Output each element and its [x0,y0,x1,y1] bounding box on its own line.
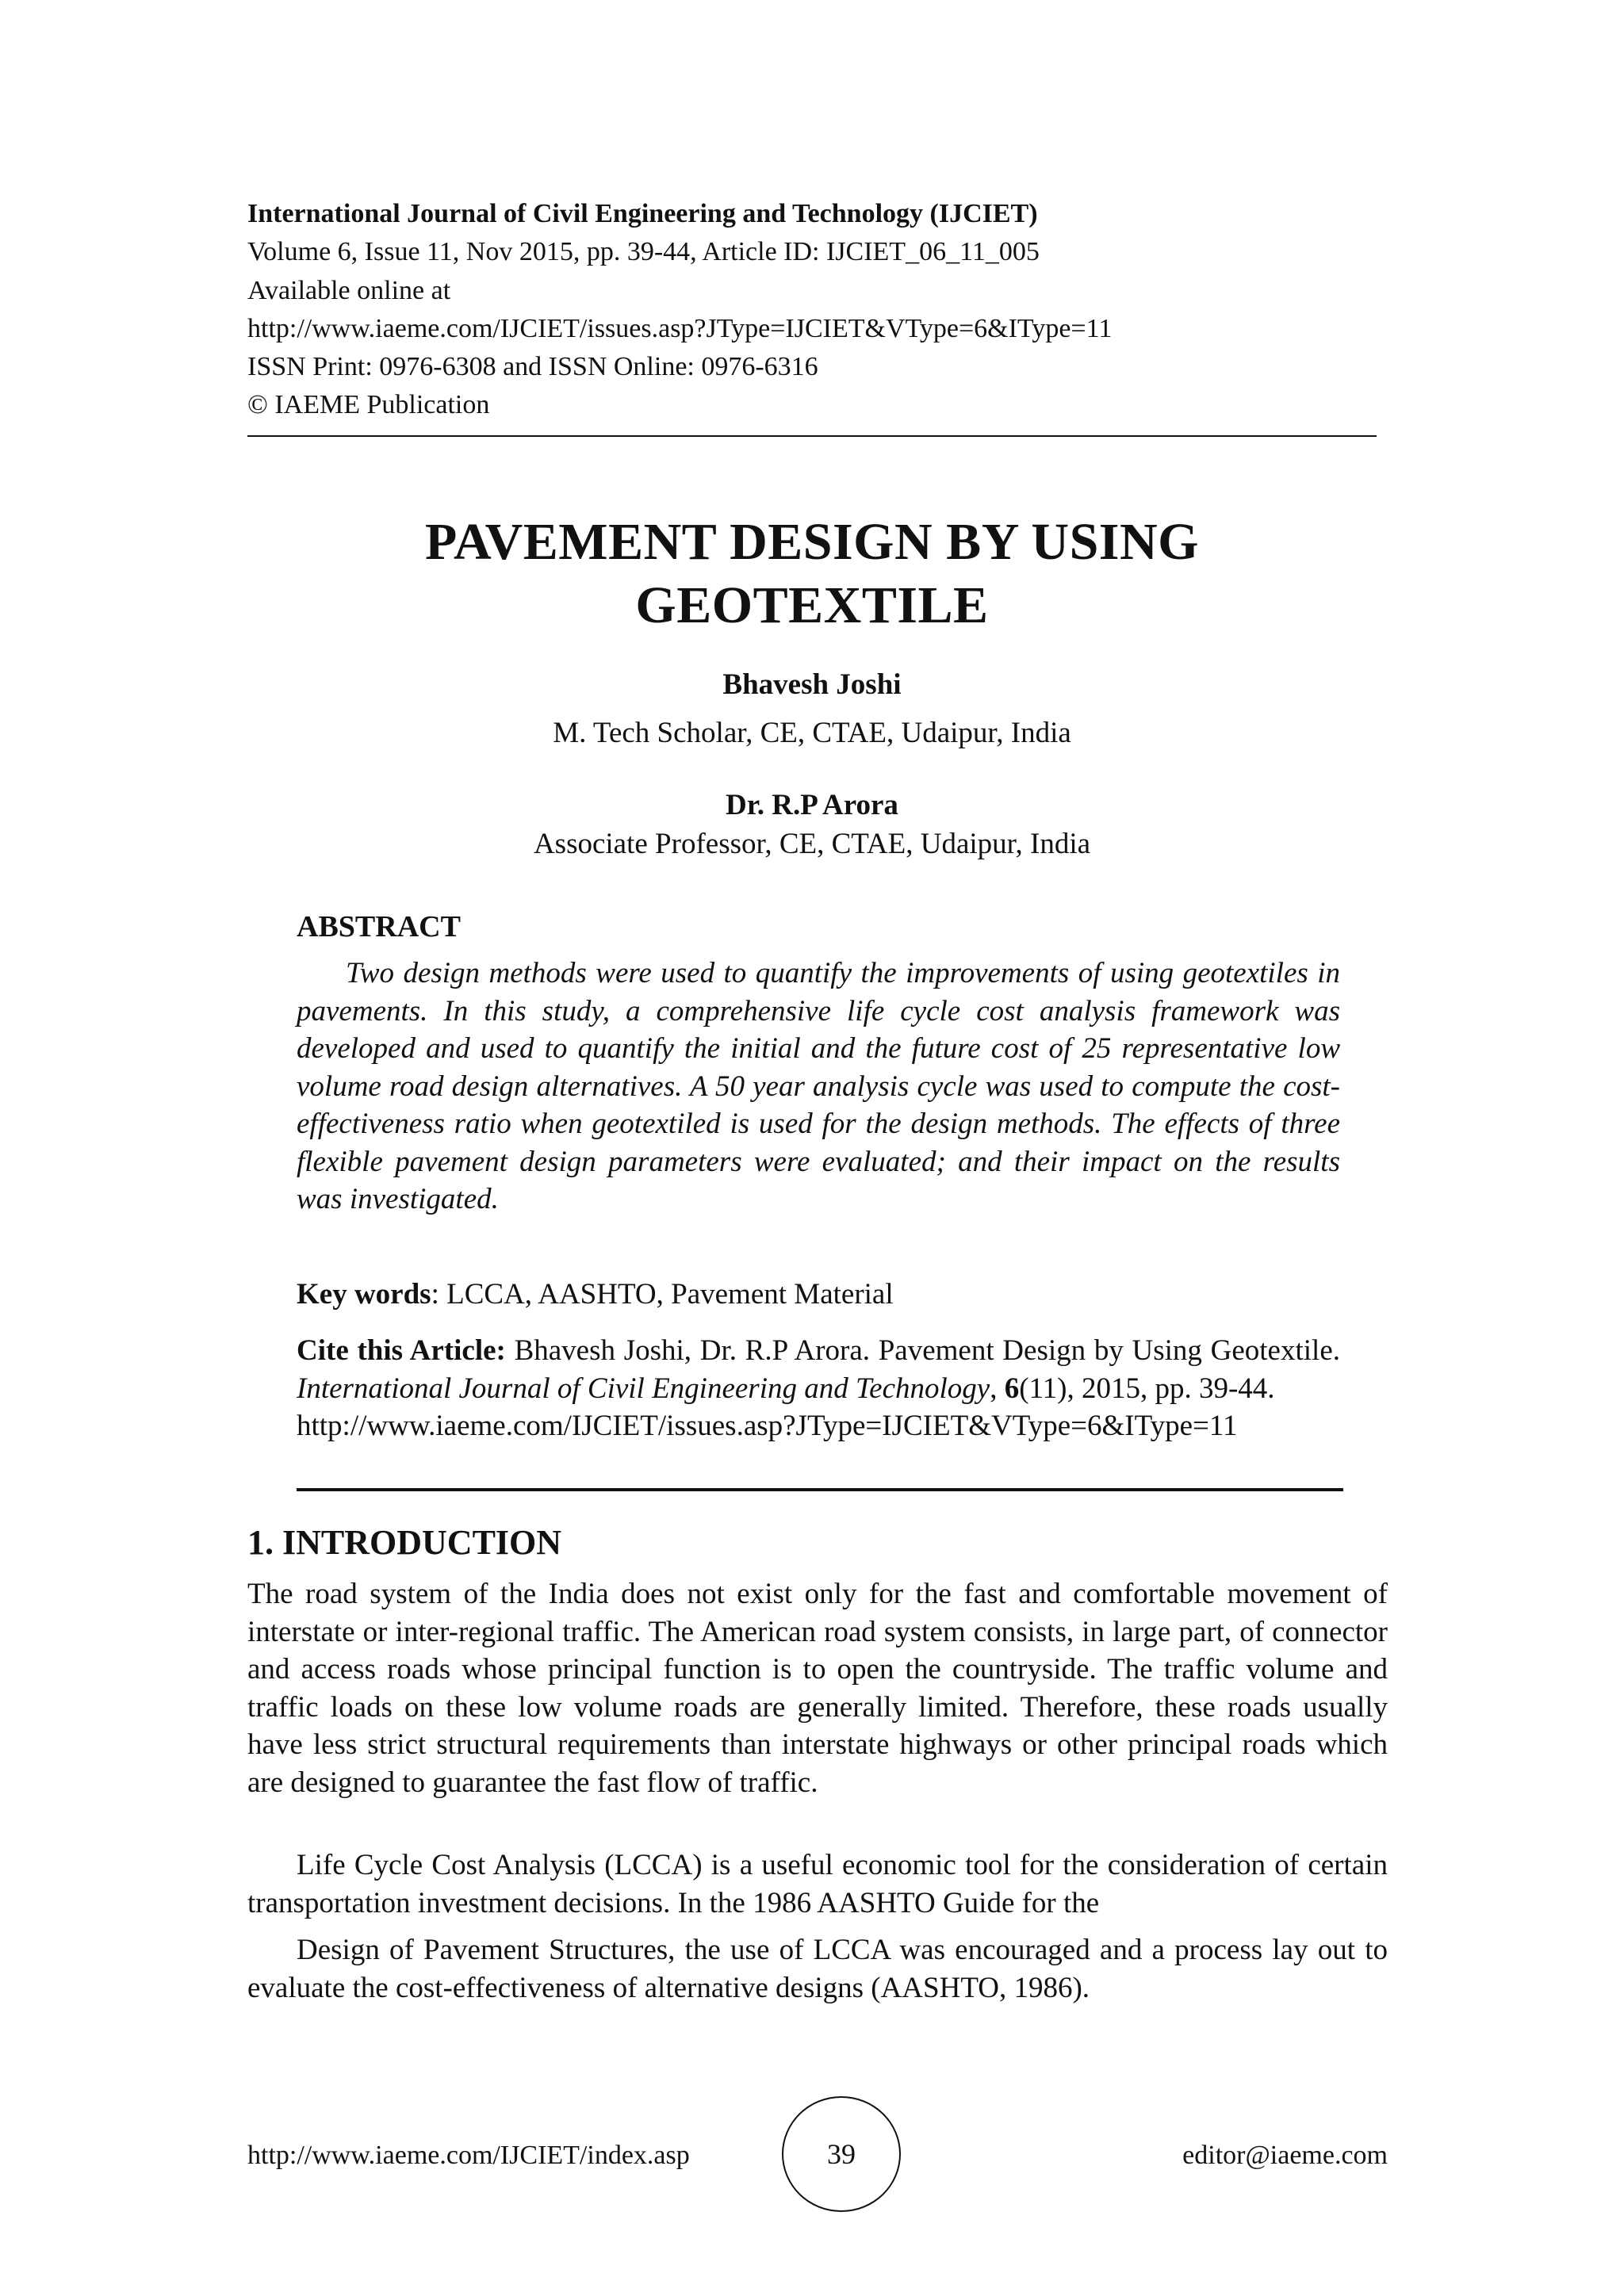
abstract-heading: ABSTRACT [297,910,461,943]
author-affiliation-1: M. Tech Scholar, CE, CTAE, Udaipur, India [553,717,1071,749]
volume-line: Volume 6, Issue 11, Nov 2015, pp. 39-44, Article ID: IJCIET_06_11_005 [247,237,1040,267]
section-heading-introduction: 1. INTRODUCTION [247,1523,562,1562]
title-line-1: PAVEMENT DESIGN BY USING [425,513,1199,571]
footer-url[interactable]: http://www.iaeme.com/IJCIET/index.asp [247,2141,690,2170]
author-name-2: Dr. R.P Arora [726,789,898,821]
header-divider [247,435,1377,437]
issn-line: ISSN Print: 0976-6308 and ISSN Online: 0976-6316 [247,352,818,382]
journal-header [247,195,1112,425]
cite-authors-title: Bhavesh Joshi, Dr. R.P Arora. Pavement Design by Using Geotextile. [505,1334,1340,1367]
cite-journal: International Journal of Civil Engineering and Technology [297,1372,990,1405]
journal-name: International Journal of Civil Engineering and Technology (IJCIET) [247,199,1038,228]
abstract-text: Two design methods were used to quantify the improvements of using geotextiles in pavements. In this study, a comprehensive life cycle cost analysis framework was developed and used to quantify the initial and the future cost of 25 representative low volume road design alternatives. A 50 year analysis cycle was used to compute the cost-effectiveness ratio when geotextiled is used for the design methods. The effects of three flexible pavement design parameters were evaluated; and their impact on the results was investigated. [297,957,1340,1215]
author-name-1: Bhavesh Joshi [722,668,902,701]
issues-url[interactable]: http://www.iaeme.com/IJCIET/issues.asp?JType=IJCIET&VType=6&IType=11 [247,313,1113,343]
page-number-text: 39 [827,2138,856,2170]
cite-separator: , [990,1372,1005,1405]
footer-email[interactable]: editor@iaeme.com [1182,2141,1388,2170]
available-online: Available online at [247,275,451,305]
intro-paragraph-3: Design of Pavement Structures, the use of LCCA was encouraged and a process lay out to evaluate the cost-effectiveness of alternative designs (AASHTO, 1986). [247,1934,1388,2004]
intro-paragraph-2: Life Cycle Cost Analysis (LCCA) is a useful economic tool for the consideration of certain transportation investment decisions. In the 1986 AASHTO Guide for the [247,1849,1388,1919]
keywords-text: : LCCA, AASHTO, Pavement Material [431,1278,894,1311]
citation [297,1332,1340,1445]
cite-url[interactable]: http://www.iaeme.com/IJCIET/issues.asp?JType=IJCIET&VType=6&IType=11 [297,1410,1238,1442]
cite-volume: 6 [1004,1372,1020,1405]
keywords [297,1277,894,1311]
cite-rest: (11), 2015, pp. 39-44. [1019,1372,1275,1405]
paper-title [0,511,1624,637]
intro-paragraph-1: The road system of the India does not exist only for the fast and comfortable movement of interstate or inter-regional traffic. The American road system consists, in large part, of connector and access roads whose principal function is to open the countryside. The traffic volume and traffic loads on these low volume roads are generally limited. Therefore, these roads usually have less strict structural requirements than interstate highways or other principal roads which are designed to guarantee the fast flow of traffic. [247,1578,1388,1799]
page-number [782,2096,901,2212]
cite-label: Cite this Article: [297,1334,506,1367]
author-affiliation-2: Associate Professor, CE, CTAE, Udaipur, India [533,828,1091,860]
keywords-label: Key words [297,1278,431,1311]
citation-divider [297,1488,1343,1491]
title-line-2: GEOTEXTILE [635,576,989,634]
copyright-line: © IAEME Publication [247,390,490,420]
